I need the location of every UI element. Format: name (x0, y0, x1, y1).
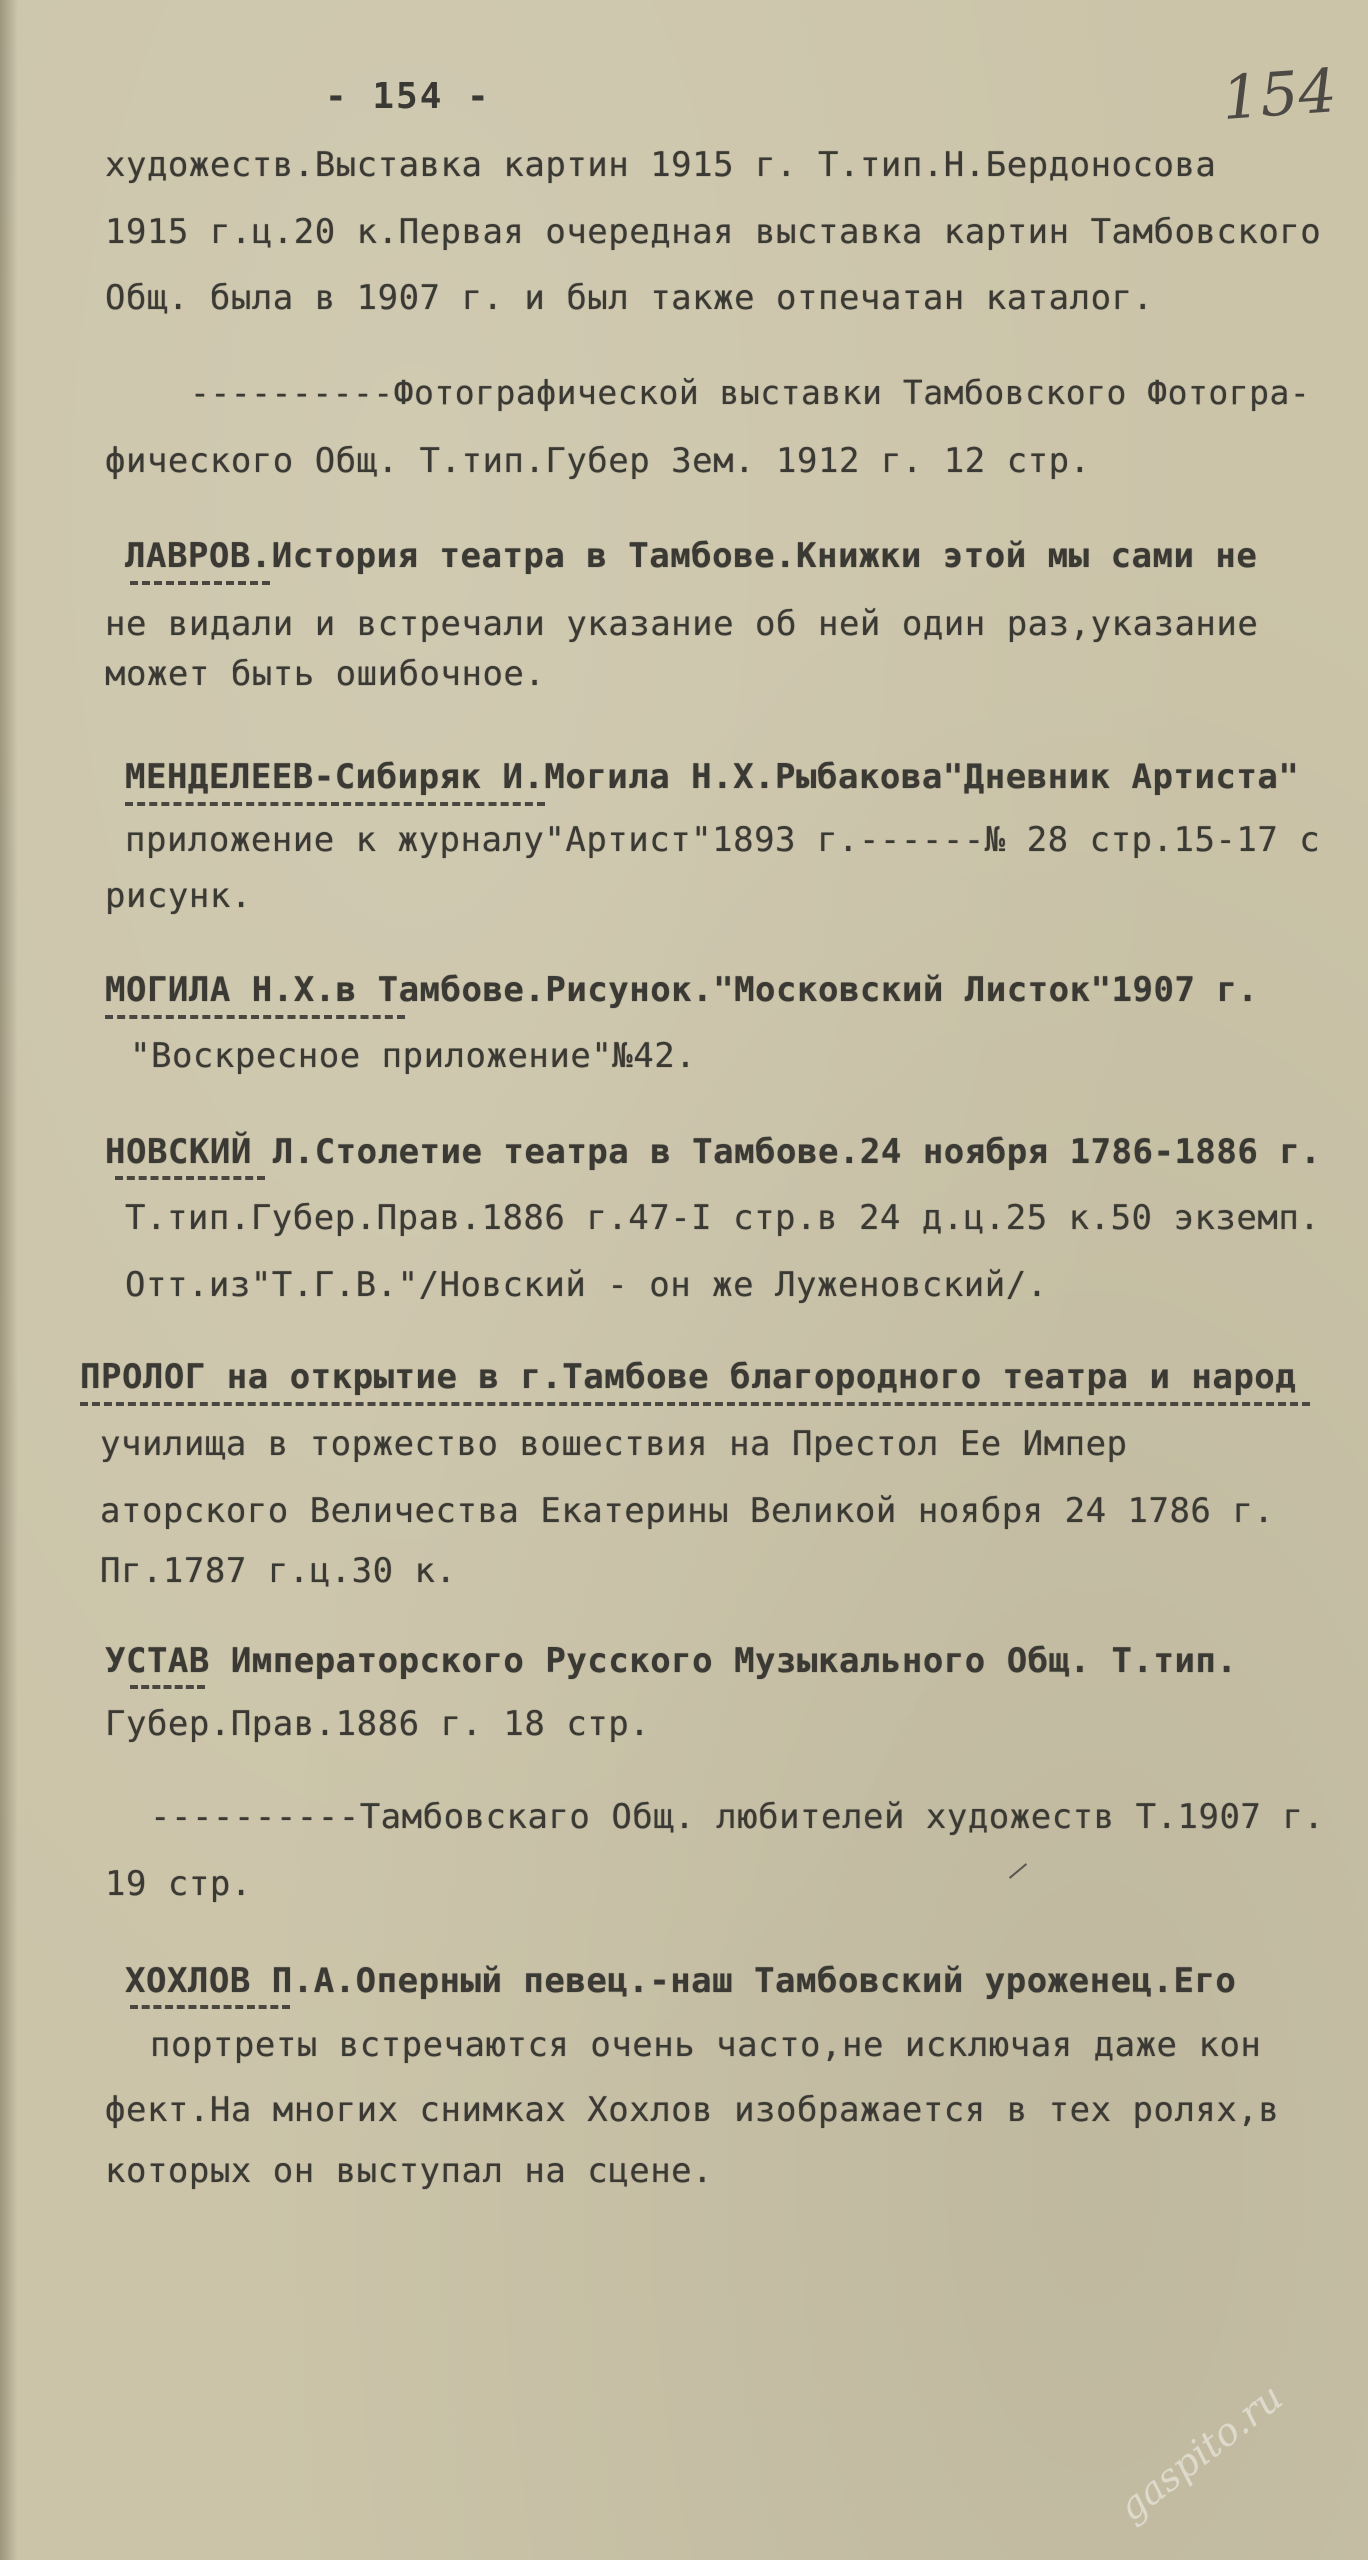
text-line: Т.тип.Губер.Прав.1886 г.47-I стр.в 24 д.ц.25 к.50 экземп. (125, 1198, 1321, 1238)
text-line: ПРОЛОГ на открытие в г.Тамбове благородного театра и народ (80, 1357, 1297, 1397)
text-line: ХОХЛОВ П.А.Оперный певец.-наш Тамбовский уроженец.Его (125, 1961, 1237, 2001)
text-line: УСТАВ Императорского Русского Музыкального Общ. Т.тип. (105, 1641, 1238, 1681)
text-line: ----------Тамбовскаго Общ. любителей художеств Т.1907 г. (150, 1797, 1325, 1837)
pencil-mark (1009, 1863, 1027, 1879)
text-line: может быть ошибочное. (105, 654, 546, 694)
text-line: "Воскресное приложение"№42. (130, 1036, 697, 1076)
heading-underline (80, 1402, 1310, 1406)
text-line: фического Общ. Т.тип.Губер Зем. 1912 г. 12 стр. (105, 441, 1091, 481)
heading-underline (130, 581, 270, 585)
text-line: МОГИЛА Н.Х.в Тамбове.Рисунок."Московский Листок"1907 г. (105, 970, 1259, 1010)
heading-underline (105, 1015, 405, 1019)
text-line: приложение к журналу"Артист"1893 г.------№ 28 стр.15-17 с (125, 820, 1321, 860)
text-line: 19 стр. (105, 1864, 252, 1904)
text-line: ----------Фотографической выставки Тамбовского Фотогра- (190, 373, 1311, 412)
handwritten-page-number: 154 (1219, 56, 1339, 134)
heading-underline (130, 1685, 205, 1689)
text-line: аторского Величества Екатерины Великой ноября 24 1786 г. (100, 1491, 1275, 1531)
text-line: портреты встречаются очень часто,не исключая даже кон (150, 2025, 1262, 2065)
text-line: рисунк. (105, 876, 252, 916)
text-line: Отт.из"Т.Г.В."/Новский - он же Луженовский/. (125, 1265, 1048, 1305)
heading-underline (115, 1176, 265, 1180)
text-line: училища в торжество вошествия на Престол Ее Импер (100, 1424, 1128, 1464)
text-line: которых он выступал на сцене. (105, 2151, 714, 2191)
page-number: - 154 - (325, 76, 491, 117)
text-line: Губер.Прав.1886 г. 18 стр. (105, 1704, 651, 1744)
heading-underline (130, 2005, 290, 2009)
text-line: Общ. была в 1907 г. и был также отпечатан каталог. (105, 278, 1154, 318)
text-line: ЛАВРОВ.История театра в Тамбове.Книжки этой мы сами не (125, 536, 1258, 576)
text-line: НОВСКИЙ Л.Столетие театра в Тамбове.24 ноября 1786-1886 г. (105, 1132, 1322, 1172)
text-line: Пг.1787 г.ц.30 к. (100, 1551, 457, 1591)
text-line: МЕНДЕЛЕЕВ-Сибиряк И.Могила Н.Х.Рыбакова"Дневник Артиста" (125, 757, 1300, 797)
heading-underline (125, 802, 545, 806)
text-line: не видали и встречали указание об ней один раз,указание (105, 604, 1259, 644)
text-line: фект.На многих снимках Хохлов изображается в тех ролях,в (105, 2090, 1280, 2130)
text-line: 1915 г.ц.20 к.Первая очередная выставка картин Тамбовского (105, 212, 1322, 252)
watermark: gaspito.ru (1110, 2374, 1291, 2530)
text-line: художеств.Выставка картин 1915 г. Т.тип.Н.Бердоносова (105, 145, 1217, 185)
